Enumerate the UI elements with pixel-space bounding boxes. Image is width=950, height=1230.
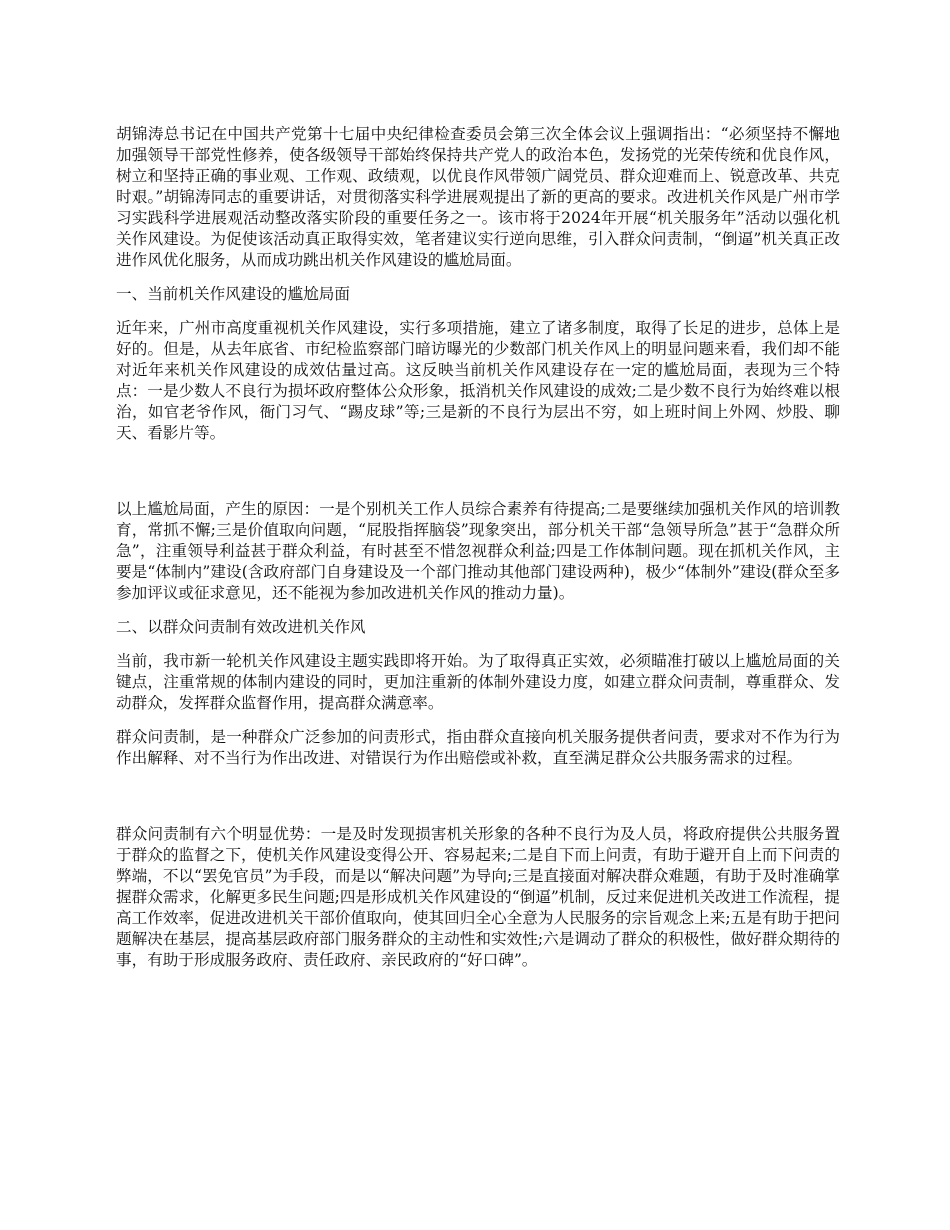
section-2-heading: 二、以群众问责制有效改进机关作风	[116, 618, 366, 636]
section-2-paragraph-2: 群众问责制，是一种群众广泛参加的问责形式，指由群众直接向机关服务提供者问责，要求对不作为行为作出解释、对不当行为作出改进、对错误行为作出赔偿或补救，直至满足群众公共服务需求的过程。	[116, 728, 840, 767]
section-1-heading: 一、当前机关作风建设的尴尬局面	[116, 285, 350, 303]
section-1-paragraph-2: 以上尴尬局面，产生的原因：一是个别机关工作人员综合素养有待提高;二是要继续加强机关作风的培训教育，常抓不懈;三是价值取向问题，“屁股指挥脑袋”现象突出，部分机关干部“急领导所急”甚于“急群众所急”，注重领导利益甚于群众利益，有时甚至不惜忽视群众利益;四是工作体制问题。现在抓机关作风，主要是“体制内”建设(含政府部门自身建设及一个部门推动其他部门建设两种)，极少“体制外”建设(群众至多参加评议或征求意见，还不能视为参加改进机关作风的推动力量)。	[116, 500, 840, 602]
section-2-paragraph-1: 当前，我市新一轮机关作风建设主题实践即将开始。为了取得真正实效，必须瞄准打破以上尴尬局面的关键点，注重常规的体制内建设的同时，更加注重新的体制外建设力度，如建立群众问责制，尊重群众、发动群众，发挥群众监督作用，提高群众满意率。	[116, 652, 840, 712]
document-body	[116, 124, 840, 984]
paragraph-spacer	[116, 782, 840, 824]
section-2-paragraph-3: 群众问责制有六个明显优势：一是及时发现损害机关形象的各种不良行为及人员，将政府提供公共服务置于群众的监督之下，使机关作风建设变得公开、容易起来;二是自下而上问责，有助于避开自上而下问责的弊端，不以“罢免官员”为手段，而是以“解决问题”为导向;三是直接面对解决群众难题，有助于及时准确掌握群众需求，化解更多民生问题;四是形成机关作风建设的“倒逼”机制，反过来促进机关改进工作流程，提高工作效率，促进改进机关干部价值取向，使其回归全心全意为人民服务的宗旨观念上来;五是有助于把问题解决在基层，提高基层政府部门服务群众的主动性和实效性;六是调动了群众的积极性，做好群众期待的事，有助于形成服务政府、责任政府、亲民政府的“好口碑”。	[116, 825, 840, 969]
paragraph-spacer	[116, 457, 840, 499]
section-1-paragraph-1: 近年来，广州市高度重视机关作风建设，实行多项措施，建立了诸多制度，取得了长足的进步，总体上是好的。但是，从去年底省、市纪检监察部门暗访曝光的少数部门机关作风上的明显问题来看，我们却不能对近年来机关作风建设的成效估量过高。这反映当前机关作风建设存在一定的尴尬局面，表现为三个特点：一是少数人不良行为损坏政府整体公众形象，抵消机关作风建设的成效;二是少数不良行为始终难以根治，如官老爷作风，衙门习气、“踢皮球”等;三是新的不良行为层出不穷，如上班时间上外网、炒股、聊天、看影片等。	[116, 319, 840, 442]
intro-paragraph: 胡锦涛总书记在中国共产党第十七届中央纪律检查委员会第三次全体会议上强调指出：“必须坚持不懈地加强领导干部党性修养，使各级领导干部始终保持共产党人的政治本色，发扬党的光荣传统和优良作风，树立和坚持正确的事业观、工作观、政绩观，以优良作风带领广阔党员、群众迎难而上、锐意改革、共克时艰。”胡锦涛同志的重要讲话，对贯彻落实科学进展观提出了新的更高的要求。改进机关作风是广州市学习实践科学进展观活动整改落实阶段的重要任务之一。该市将于2024年开展“机关服务年”活动以强化机关作风建设。为促使该活动真正取得实效，笔者建议实行逆向思维，引入群众问责制，“倒逼”机关真正改进作风优化服务，从而成功跳出机关作风建设的尴尬局面。	[116, 125, 840, 269]
